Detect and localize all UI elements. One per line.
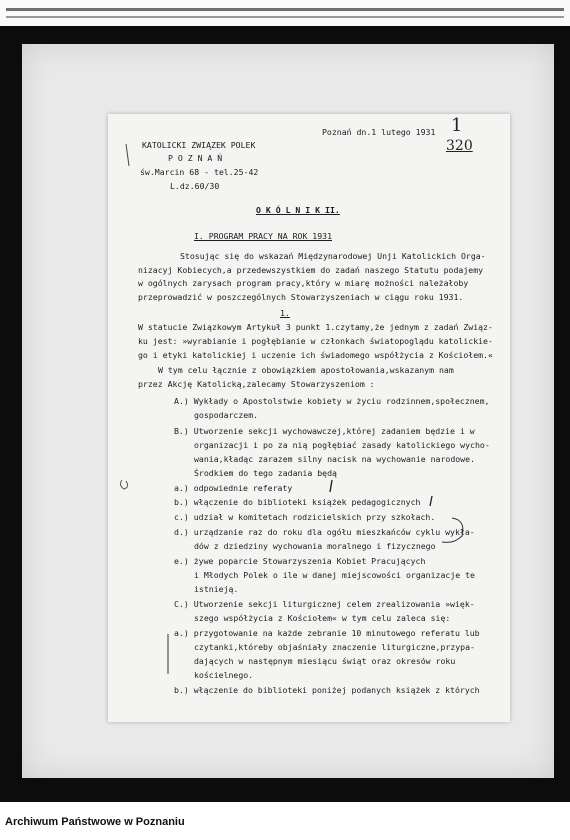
document-title: O K Ó L N I K II. bbox=[256, 205, 340, 215]
body-line: Stosując się do wskazań Międzynarodowej Unji Katolickich Orga- bbox=[180, 251, 486, 261]
list-item: B.) Utworzenie sekcji wychowawczej,której zadaniem będzie i w bbox=[174, 426, 475, 436]
list-item-continuation: czytanki,któreby objaśniały znaczenie liturgiczne,przypa- bbox=[194, 642, 475, 652]
handwritten-page-number: 1 bbox=[451, 115, 463, 136]
org-address: św.Marcin 68 - tel.25-42 bbox=[140, 167, 259, 177]
body-line: W statucie Związkowym Artykuł 3 punkt 1.czytamy,że jednym z zadań Związ- bbox=[138, 322, 493, 332]
list-item-continuation: i Młodych Polek o ile w danej miejscowości organizacje te bbox=[194, 570, 475, 580]
date-line: Poznań dn.1 lutego 1931 bbox=[322, 127, 436, 137]
reference-number: L.dz.60/30 bbox=[170, 181, 220, 191]
film-edge-line bbox=[6, 8, 564, 11]
list-item: C.) Utworzenie sekcji liturgicznej celem zrealizowania »więk- bbox=[174, 599, 475, 609]
org-name: KATOLICKI ZWIĄZEK POLEK bbox=[142, 140, 256, 150]
sub-list-item: a.) przygotowanie na każde zebranie 10 minutowego referatu lub bbox=[174, 628, 480, 638]
sub-list-item: b.) włączenie do biblioteki poniżej podanych książek z których bbox=[174, 685, 480, 695]
list-item-continuation: kościelnego. bbox=[194, 670, 254, 680]
sub-list-item: c.) udział w komitetach rodzicielskich przy szkołach. bbox=[174, 512, 436, 522]
body-line: przeprowadzić w poszczególnych Stowarzyszeniach w ciągu roku 1931. bbox=[138, 292, 464, 302]
sub-list-item: e.) żywe poparcie Stowarzyszenia Kobiet Pracujących bbox=[174, 556, 426, 566]
sub-list-item: d.) urządzanie raz do roku dla ogółu mieszkańców cyklu wykła- bbox=[174, 527, 475, 537]
sub-list-item: a.) odpowiednie referaty bbox=[174, 483, 293, 493]
scan-background bbox=[22, 44, 554, 778]
body-line: W tym celu łącznie z obowiązkiem apostołowania,wskazanym nam bbox=[158, 365, 454, 375]
list-item-continuation: dów z dziedziny wychowania moralnego i fizycznego bbox=[194, 541, 436, 551]
list-item-continuation: istnieją. bbox=[194, 584, 239, 594]
scan-frame bbox=[0, 26, 570, 802]
list-item-continuation: organizacji i po za nią pogłębiać zasady katolickiego wycho- bbox=[194, 440, 490, 450]
list-item-continuation: Środkiem do tego zadania będą bbox=[194, 468, 337, 478]
archive-label: Archiwum Państwowe w Poznaniu bbox=[5, 816, 185, 828]
list-item: A.) Wykłady o Apostolstwie kobiety w życiu rodzinnem,społecznem, bbox=[174, 396, 490, 406]
body-line: go i etyki katolickiej i uczenie ich świadomego współżycia z Kościołem.« bbox=[138, 350, 493, 360]
body-line: przez Akcję Katolicką,zalecamy Stowarzyszeniom : bbox=[138, 379, 375, 389]
list-item-continuation: szego współżycia z Kościołem« w tym celu zaleca się: bbox=[194, 613, 451, 623]
list-item-continuation: gospodarczem. bbox=[194, 410, 259, 420]
body-line: ku jest: »wyrabianie i pogłębianie w członkach światopoglądu katolickie- bbox=[138, 336, 493, 346]
archive-footer bbox=[0, 802, 570, 840]
film-edge-top bbox=[0, 0, 570, 26]
sub-list-item: b.) włączenie do biblioteki książek pedagogicznych bbox=[174, 497, 421, 507]
body-line: nizacyj Kobiecych,a przedewszystkiem do zadań naszego Statutu podajemy bbox=[138, 265, 484, 275]
film-edge-line bbox=[6, 16, 564, 18]
pencil-marks bbox=[108, 114, 510, 722]
section-heading: I. PROGRAM PRACY NA ROK 1931 bbox=[194, 231, 333, 241]
paragraph-number: 1. bbox=[280, 308, 290, 318]
list-item-continuation: dających w następnym miesiącu świąt oraz okresów roku bbox=[194, 656, 456, 666]
list-item-continuation: wania,kładąc zarazem silny nacisk na wychowanie narodowe. bbox=[194, 454, 475, 464]
org-city: P O Z N A Ń bbox=[168, 153, 223, 163]
document-page bbox=[108, 114, 510, 722]
body-line: w ogólnych zarysach program pracy,który w miarę możności należałoby bbox=[138, 278, 469, 288]
handwritten-reference: 320 bbox=[446, 138, 473, 154]
